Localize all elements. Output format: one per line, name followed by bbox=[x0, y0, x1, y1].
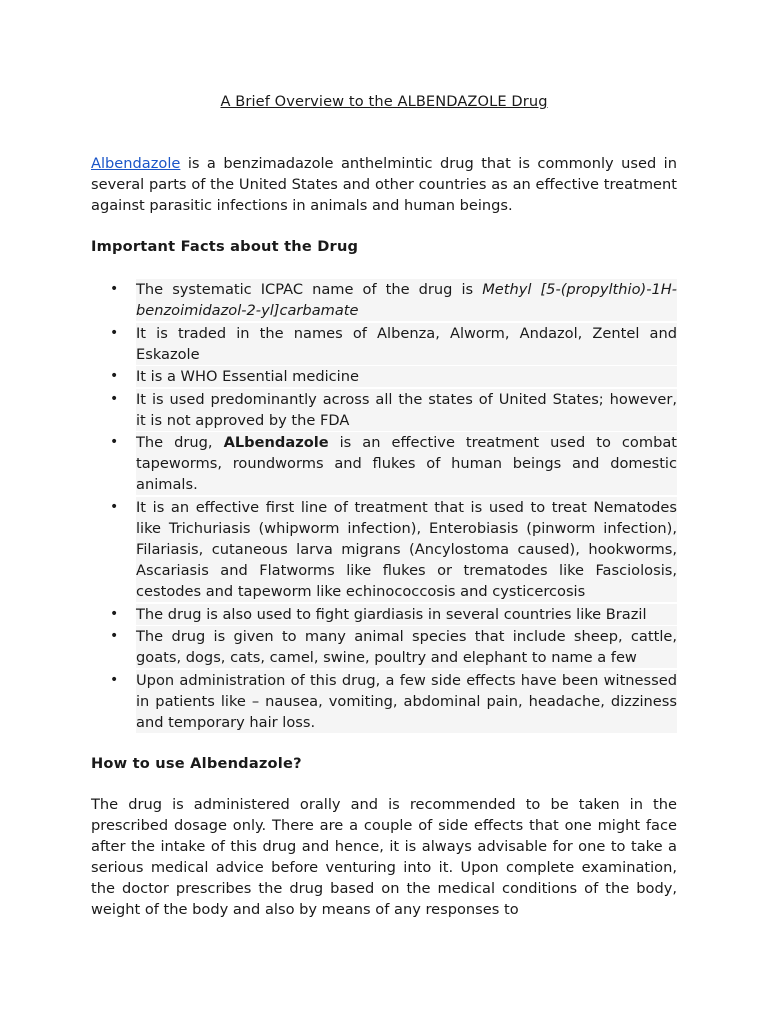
list-item-text bbox=[136, 279, 677, 321]
list-item bbox=[91, 497, 677, 602]
list-item-text: It is a WHO Essential medicine bbox=[136, 366, 677, 387]
list-item-text: The drug is also used to fight giardiasis in several countries like Brazil bbox=[136, 604, 677, 625]
list-item bbox=[91, 389, 677, 431]
list-item-text: It is used predominantly across all the states of United States; however, it is not approved by the FDA bbox=[136, 390, 677, 429]
list-item-text: Upon administration of this drug, a few side effects have been witnessed in patients like – nausea, vomiting, abdominal pain, headache, dizziness and temporary hair loss. bbox=[136, 671, 677, 731]
facts-heading: Important Facts about the Drug bbox=[91, 238, 359, 255]
usage-paragraph: The drug is administered orally and is recommended to be taken in the prescribed dosage only. There are a couple of side effects that one might face after the intake of this drug and hence, it is always advisable for one to take a serious medical advice before venturing into it. Upon complete examination, the doctor prescribes the drug based on the medical conditions of the body, weight of the body and also by means of any responses to bbox=[91, 795, 677, 918]
list-item-text: The drug is given to many animal species that include sheep, cattle, goats, dogs, cats, camel, swine, poultry and elephant to name a few bbox=[136, 628, 677, 667]
list-item-text bbox=[136, 432, 677, 495]
intro-text: is a benzimadazole anthelmintic drug that is commonly used in several parts of the United States and other countries as an effective treatment against parasitic infections in animals and human beings. bbox=[91, 155, 677, 214]
list-item-text: It is an effective first line of treatment that is used to treat Nematodes like Trichuriasis (whipworm infection), Enterobiasis (pinworm infection), Filariasis, cutaneous larva migrans (Ancylostoma caused), hookworms, Ascariasis and Flatworms like flukes or trematodes like Fasciolosis, cestodes and tapeworm like echinococcosis and cysticercosis bbox=[136, 498, 677, 600]
bullet-icon: • bbox=[110, 498, 119, 515]
list-item bbox=[91, 432, 677, 495]
list-item bbox=[91, 323, 677, 365]
bullet-icon: • bbox=[110, 605, 119, 622]
list-item bbox=[91, 626, 677, 668]
bullet-icon: • bbox=[110, 324, 119, 341]
list-item bbox=[91, 279, 677, 321]
fact-text: The systematic ICPAC name of the drug is bbox=[136, 281, 483, 298]
usage-heading: How to use Albendazole? bbox=[91, 754, 302, 772]
list-item bbox=[91, 670, 677, 733]
bullet-icon: • bbox=[110, 390, 119, 407]
bullet-icon: • bbox=[110, 671, 119, 688]
bullet-icon: • bbox=[110, 281, 119, 297]
facts-list bbox=[91, 279, 677, 733]
albendazole-link[interactable]: Albendazole bbox=[91, 155, 181, 172]
fact-bold-name: ALbendazole bbox=[223, 434, 329, 452]
fact-text: The drug, bbox=[136, 434, 224, 452]
list-item-text: It is traded in the names of Albenza, Alworm, Andazol, Zentel and Eskazole bbox=[136, 324, 677, 363]
bullet-icon: • bbox=[110, 628, 119, 645]
list-item bbox=[91, 366, 677, 387]
intro-paragraph bbox=[91, 153, 677, 216]
fact-italic-name: Methyl [5-(propylthio)-1H-benzoimidazol-2-yl]carbamate bbox=[136, 281, 677, 319]
list-item bbox=[91, 604, 677, 625]
bullet-icon: • bbox=[110, 434, 119, 451]
document-content bbox=[91, 91, 677, 920]
fact-text: is an effective treatment used to combat tapeworms, roundworms and flukes of human beings and domestic animals. bbox=[136, 434, 677, 494]
bullet-icon: • bbox=[110, 368, 119, 385]
document-title: A Brief Overview to the ALBENDAZOLE Drug bbox=[220, 93, 548, 110]
